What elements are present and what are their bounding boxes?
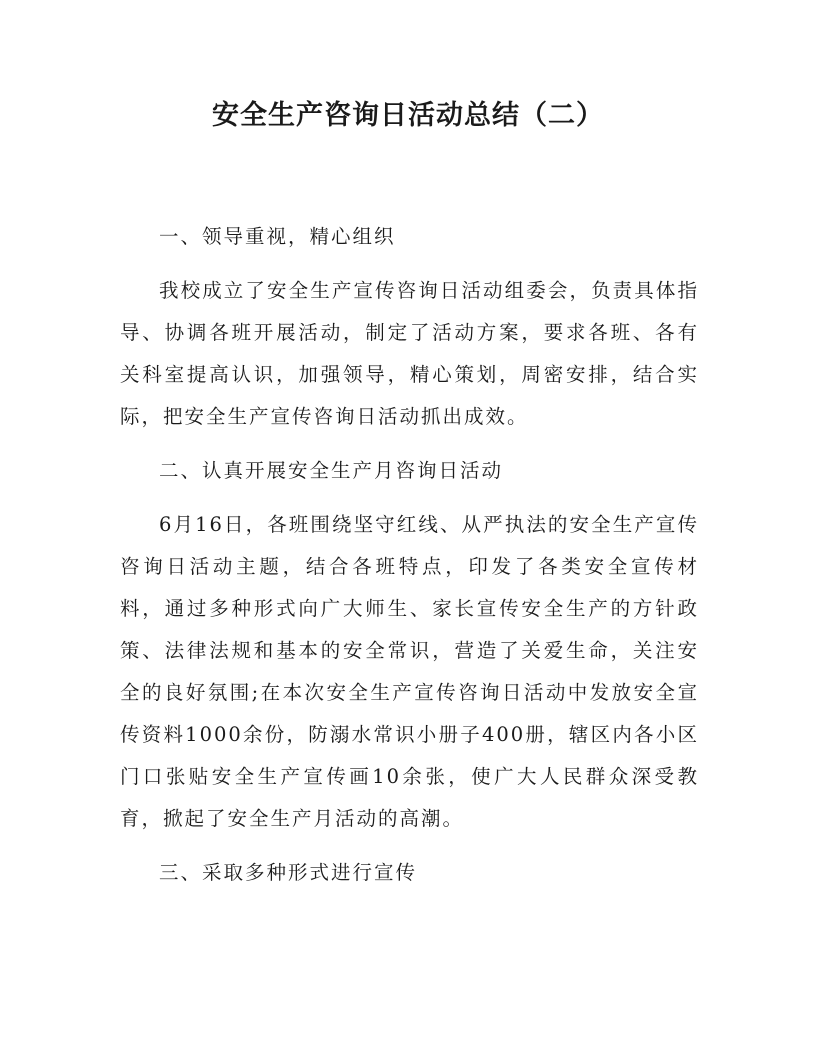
section-paragraph-2: 6月16日，各班围绕坚守红线、从严执法的安全生产宣传咨询日活动主题，结合各班特点，印发了各类安全宣传材料，通过多种形式向广大师生、家长宣传安全生产的方针政策、法律法规和基本的安全常识，营造了关爱生命，关注安全的良好氛围;在本次安全生产宣传咨询日活动中发放安全宣传资料1000余份，防溺水常识小册子400册，辖区内各小区门口张贴安全生产宣传画10余张，使广大人民群众深受教育，掀起了安全生产月活动的高潮。 xyxy=(120,513,699,830)
section-paragraph-1: 我校成立了安全生产宣传咨询日活动组委会，负责具体指导、协调各班开展活动，制定了活动方案，要求各班、各有关科室提高认识，加强领导，精心策划，周密安排，结合实际，把安全生产宣传咨询日活动抓出成效。 xyxy=(120,279,699,428)
section-gap xyxy=(120,840,699,852)
section-gap xyxy=(120,492,699,504)
document-title: 安全生产咨询日活动总结（二） xyxy=(212,100,604,131)
section-gap xyxy=(120,438,699,450)
section-heading-2: 二、认真开展安全生产月咨询日活动 xyxy=(159,459,504,482)
document-body xyxy=(120,216,699,894)
section-gap xyxy=(120,258,699,270)
section-heading-3: 三、采取多种形式进行宣传 xyxy=(159,861,418,884)
section-heading-1: 一、领导重视，精心组织 xyxy=(159,225,396,248)
